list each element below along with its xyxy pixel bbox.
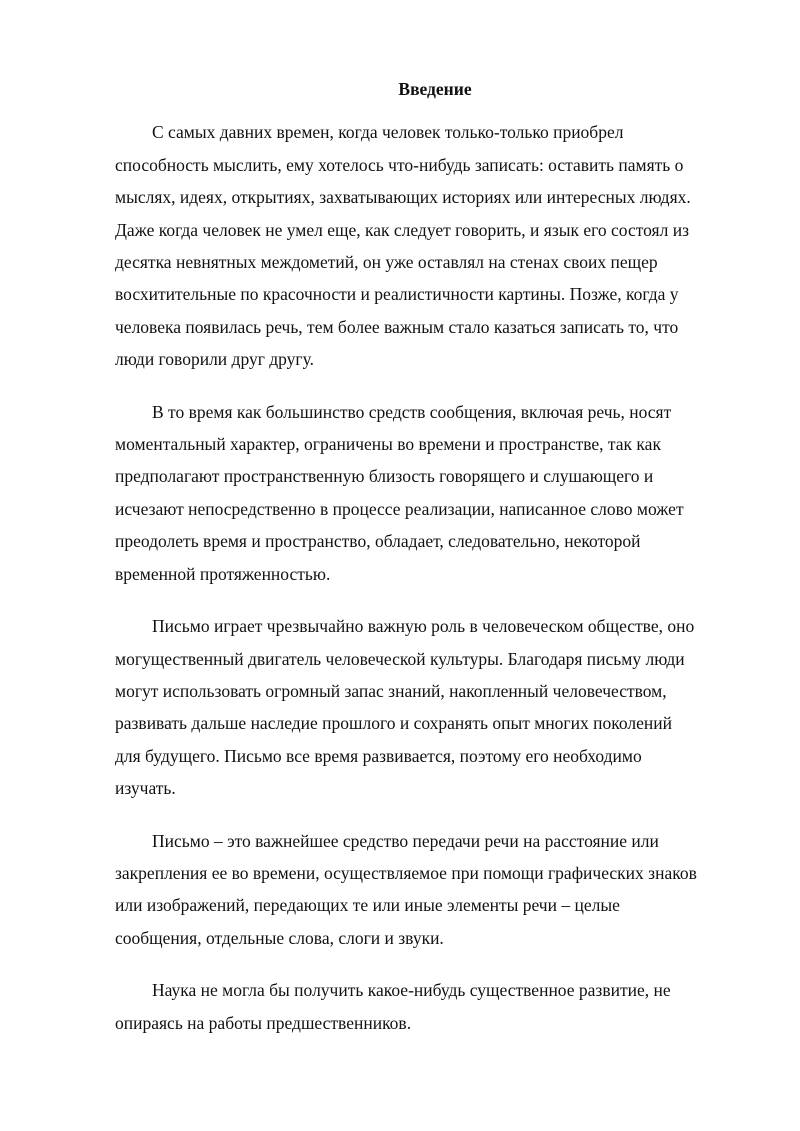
paragraph-line: Письмо – это важнейшее средство передачи речи на расстояние или <box>152 830 659 851</box>
paragraph-2 <box>115 396 745 590</box>
paragraph-line: могущественный двигатель человеческой культуры. Благодаря письму люди <box>115 648 685 669</box>
paragraph-1 <box>115 116 745 375</box>
paragraph-5 <box>115 974 745 1039</box>
paragraph-line: для будущего. Письмо все время развивается, поэтому его необходимо <box>115 745 642 766</box>
paragraph-line: сообщения, отдельные слова, слоги и звуки. <box>115 927 444 948</box>
paragraph-line: Даже когда человек не умел еще, как следует говорить, и язык его состоял из <box>115 219 689 240</box>
paragraph-line: преодолеть время и пространство, обладает, следовательно, некоторой <box>115 531 641 552</box>
paragraph-line: человека появилась речь, тем более важным стало казаться записать то, что <box>115 316 679 337</box>
paragraph-line: исчезают непосредственно в процессе реализации, написанное слово может <box>115 498 684 519</box>
paragraph-line: или изображений, передающих те или иные элементы речи – целые <box>115 895 620 916</box>
paragraph-line: Наука не могла бы получить какое-нибудь существенное развитие, не <box>152 980 671 1001</box>
paragraph-line: развивать дальше наследие прошлого и сохранять опыт многих поколений <box>115 713 672 734</box>
paragraph-line: моментальный характер, ограничены во времени и пространстве, так как <box>115 434 661 455</box>
document-body <box>115 73 745 1059</box>
document-title: Введение <box>398 79 472 99</box>
paragraph-line: мыслях, идеях, открытиях, захватывающих историях или интересных людях. <box>115 187 691 208</box>
paragraph-line: люди говорили друг другу. <box>115 349 314 370</box>
paragraph-line: Письмо играет чрезвычайно важную роль в человеческом обществе, оно <box>152 616 695 637</box>
paragraph-line: могут использовать огромный запас знаний, накопленный человечеством, <box>115 680 667 701</box>
paragraph-line: восхитительные по красочности и реалистичности картины. Позже, когда у <box>115 284 679 305</box>
paragraph-line: закрепления ее во времени, осуществляемое при помощи графических знаков <box>115 862 697 883</box>
paragraph-line: изучать. <box>115 778 176 799</box>
paragraph-line: С самых давних времен, когда человек только-только приобрел <box>152 122 624 143</box>
paragraph-line: способность мыслить, ему хотелось что-нибудь записать: оставить память о <box>115 154 684 175</box>
paragraph-line: предполагают пространственную близость говорящего и слушающего и <box>115 466 654 487</box>
paragraph-line: временной протяженностью. <box>115 563 331 584</box>
paragraph-line: десятка невнятных междометий, он уже оставлял на стенах своих пещер <box>115 252 658 273</box>
paragraph-4 <box>115 825 745 955</box>
paragraph-line: опираясь на работы предшественников. <box>115 1012 412 1033</box>
paragraph-3 <box>115 610 745 804</box>
paragraph-line: В то время как большинство средств сообщения, включая речь, носят <box>152 401 672 422</box>
